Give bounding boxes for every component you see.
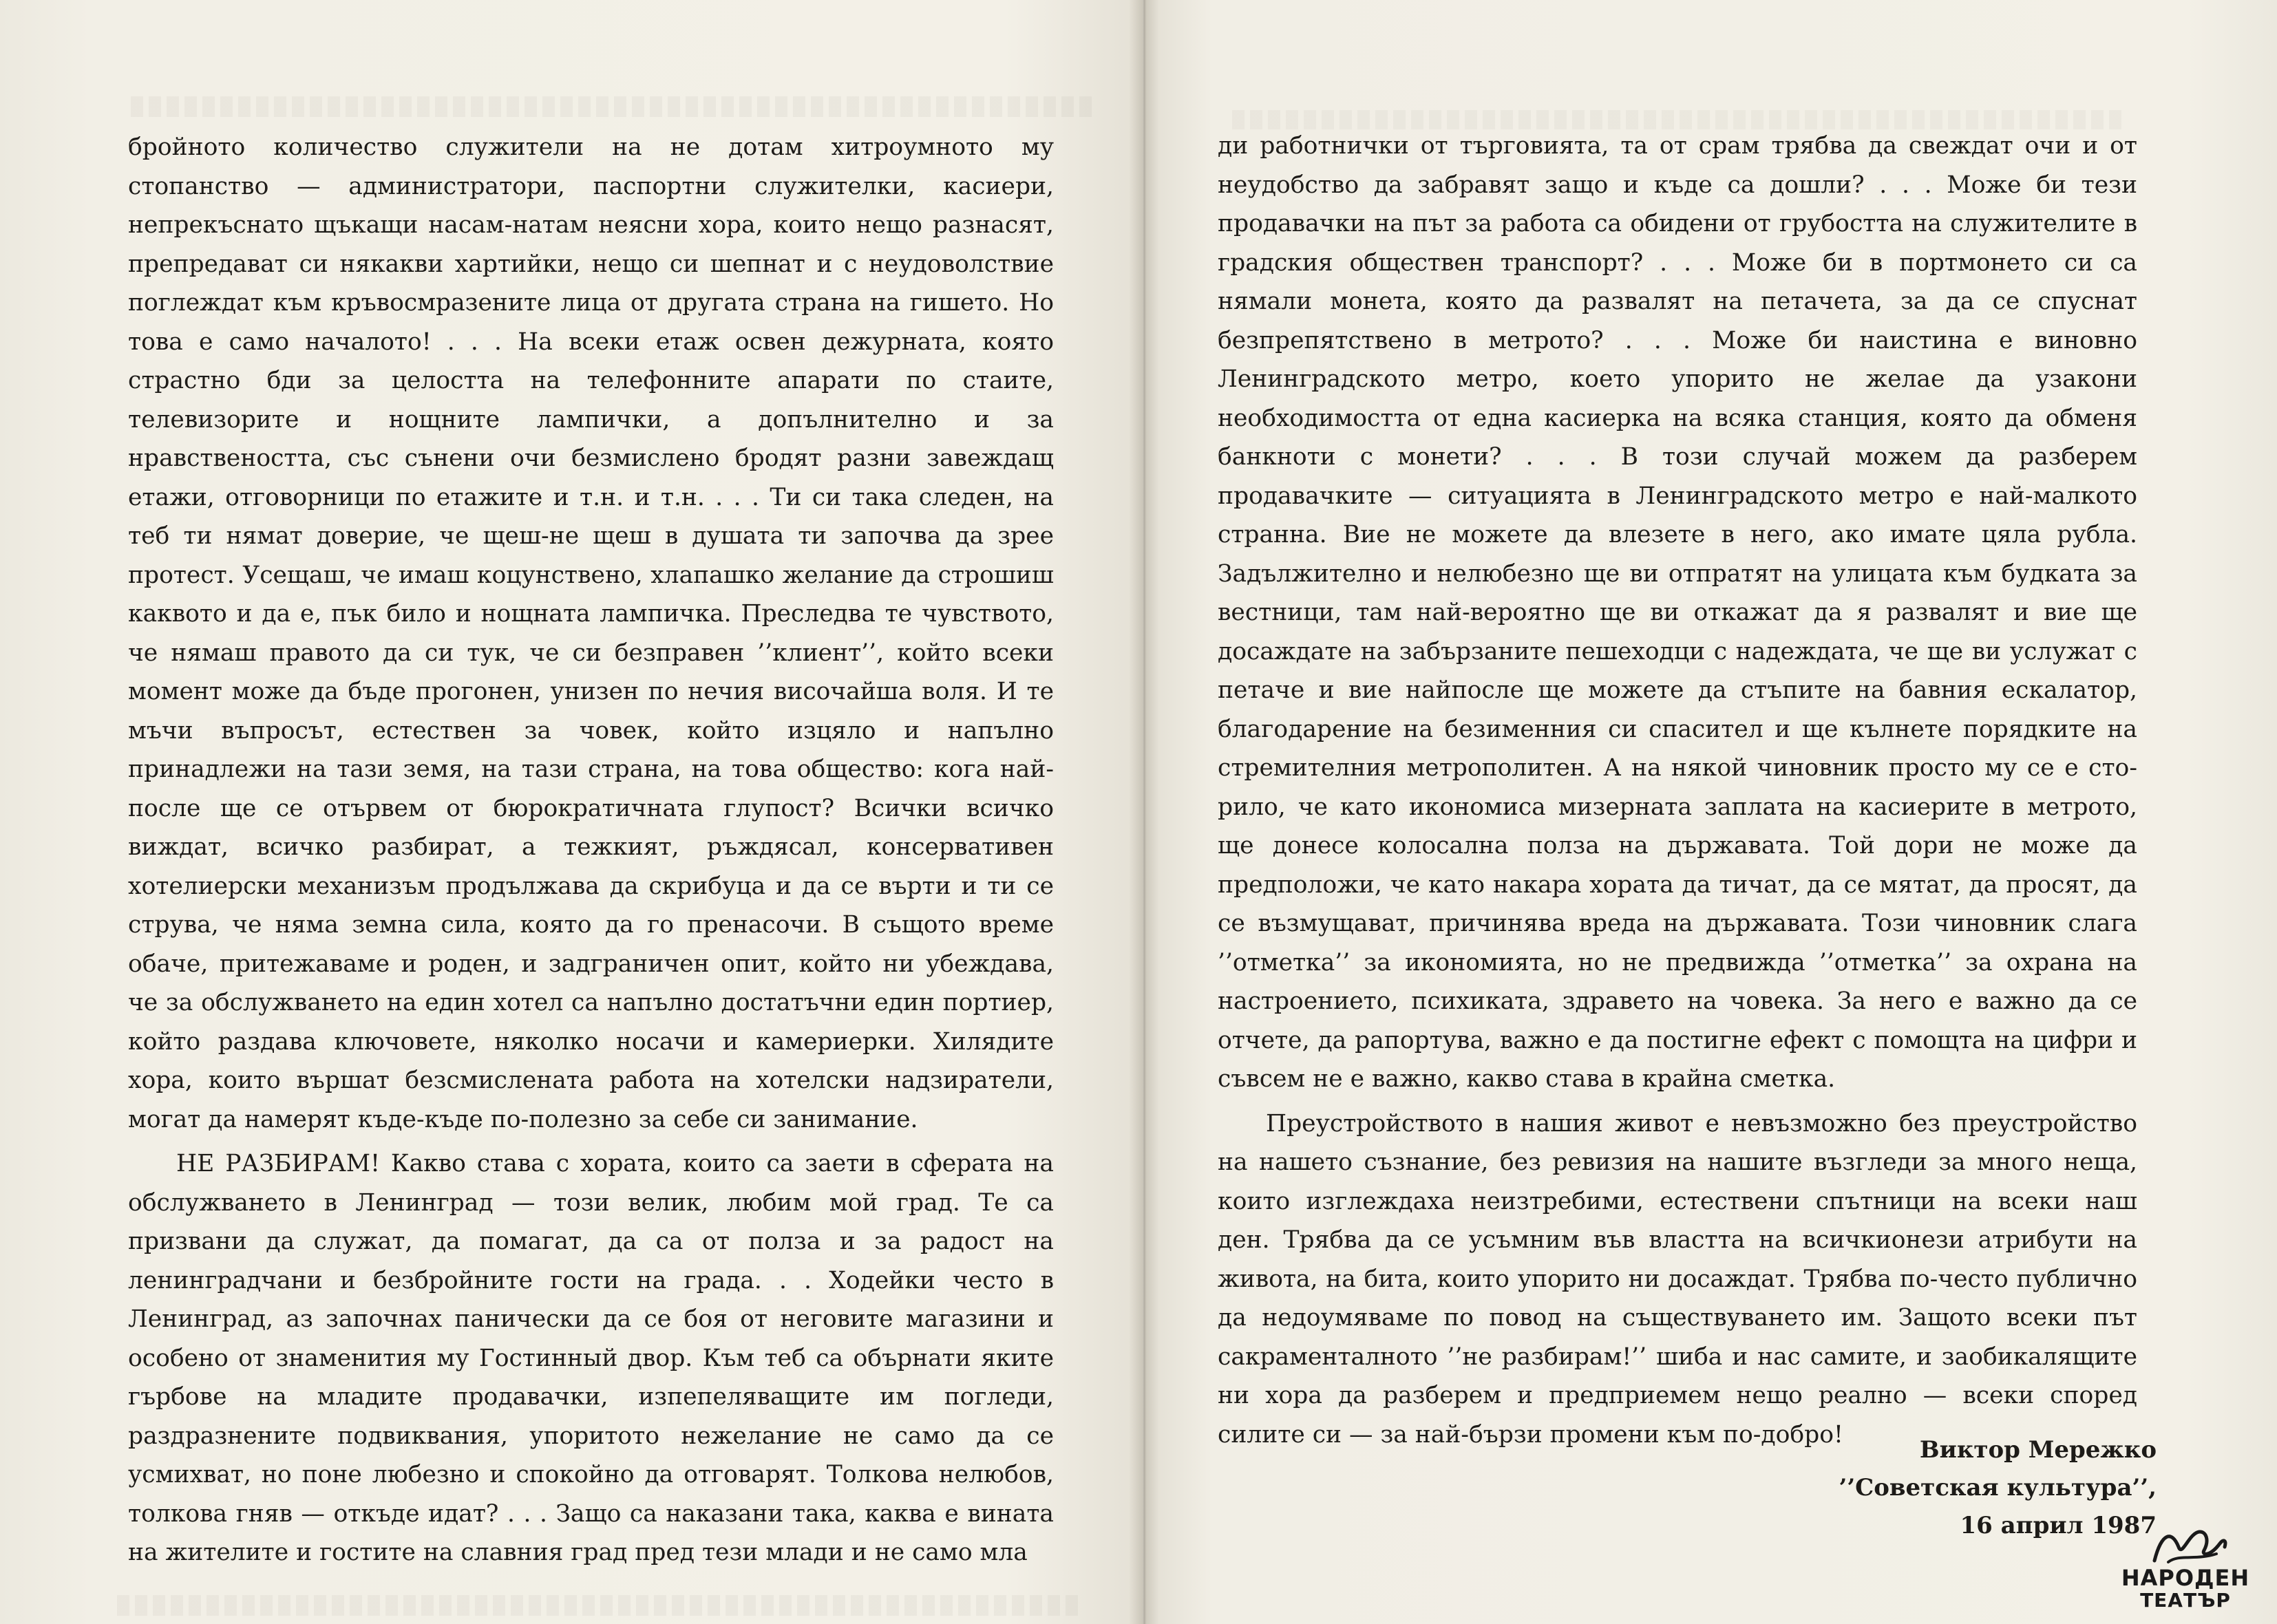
right-paragraph-1: ди работнички от търговията, та от срам трябва да свеждат очи и от неудобство да забравят защо и къде са дошли? . . . Може би тези продавачки на път за работа са обидени от грубостта на служителите в градския обществен транспорт? . . . Може би в портмонето си са нямали монета, която да развалят на петачета, за да се спуснат безпрепятствено в метрото? . . . Може би наистина е виновно Ленинградското метро, което упорито не желае да узакони необходимостта от една касиерка на всяка станция, която да обменя банкноти с монети? . . . В този случай можем да разберем продавачките — ситуацията в Ленинградското метро е най-малкото странна. Вие не можете да влезете в него, ако имате цяла рубла. Задължително и нелюбезно ще ви отпратят на улицата към будката за вестници, там най-вероятно ще ви откажат да я развалят и вие ще досаждате на забързаните пешеходци с надеждата, че ще ви услужат с петаче и вие найпосле ще можете да стъпите на бавния ескалатор, благодарение на безименния си спасител и ще кълнете порядките на стремителния метрополитен. А на някой чиновник просто му се е сторило, че като икономиса мизерната заплата на касиерите в метрото, ще донесе колосална полза на държавата. Той дори не може да предположи, че като накара хората да тичат, да се мятат, да просят, да се възмущават, причинява вреда на държавата. Този чиновник слага ’’отметка’’ за икономията, но не предвижда ’’отметка’’ за охрана на настроението, психиката, здравето на човека. За него е важно да се отчете, да рапортува, важно е да постигне ефект с помощта на цифри и съвсем не е важно, какво става в крайна сметка. [1218,132,2137,1093]
left-paragraph-1: бройното количество служители на не дотам хитроумното му стопанство — администратори, паспортни служителки, касиери, непрекъснато щъкащи насам-натам неясни хора, които нещо разнасят, препредават си някакви хартийки, нещо си шепнат и с неудоволствие поглеждат към кръвосмразените лица от другата страна на гишето. Но това е само началото! . . . На всеки етаж освен дежурната, която страстно бди за целостта на телефонните апарати по стаите, телевизорите и нощните лампички, а допълнително и за нравствеността, със сънени очи безмислено бродят разни завеждащ етажи, отговорници по етажите и т.н. и т.н. . . . Ти си така следен, на теб ти нямат доверие, че щеш-не щеш в душата ти започва да зрее протест. Усещаш, че имаш коцунствено, хлапашко желание да строшиш каквото и да е, пък било и нощната лампичка. Преследва те чувството, че нямаш правото да си тук, че си безправен ’’клиент’’, който всеки момент може да бъде прогонен, унизен по нечия височайша воля. И те мъчи въпросът, естествен за човек, който изцяло и напълно принадлежи на тази земя, на тази страна, на това общество: кога най-после ще се отървем от бюрократичната глупост? Всички всичко виждат, всичко разбират, а тежкият, ръждясал, консервативен хотелиерски механизъм продължава да скрибуца и да се върти и ти се струва, че няма земна сила, която да го пренасочи. В същото време обаче, притежаваме и роден, и задграничен опит, който ни убеждава, че за обслужването на един хотел са напълно достатъчни един портиер, който раздава ключовете, няколко носачи и камериерки. Хилядите хора, които вършат безсмислената работа на хотелски надзиратели, могат да намерят къде-къде по-полезно за себе си занимание. [128,133,1054,1133]
show-through-bottom [117,1595,1081,1616]
right-paragraph-2: Преустройството в нашия живот е невъзможно без преустройство на нашето съзнание, без ревизия на нашите възгледи за много неща, които изглеждаха неизтребими, естествени спътници на всеки наш ден. Трябва да се усъмним във властта на всичкионези атрибути на живота, на бита, които упорито ни досаждат. Трябва по-често публично да недоумяваме по повод на съществуването им. Защото всеки път сакраменталното ’’не разбирам!’’ шиба и нас самите, и заобикалящите ни хора да разберем и предприемем нещо реално — всеки според силите си — за най-бързи промени към по-добро! [1218,1109,2137,1449]
signature-date: 16 април 1987 [1960,1512,2157,1539]
theatre-logo [2120,1519,2251,1612]
show-through-left [131,96,1094,117]
logo-line-2: ТЕАТЪР [2140,1589,2231,1612]
signature-author: Виктор Мережко [1919,1436,2157,1464]
left-column [128,128,1054,1572]
left-paragraph-2: НЕ РАЗБИРАМ! Какво става с хората, които са заети в сферата на обслужването в Ленинград — този велик, любим мой град. Те са призвани да служат, да помагат, да са от полза и за радост на ленинградчани и безбройните гости на града. . . Ходейки често в Ленинград, аз започнах панически да се боя от неговите магазини и особено от знаменития му Гостинный двор. Към теб са обърнати яките гърбове на младите продавачки, изпепеляващите им погледи, раздразнените подвиквания, упоритото нежелание не само да се усмихват, но поне любезно и спокойно да отговарят. Толкова нелюбов, толкова гняв — откъде идат? . . . Защо са наказани така, каква е вината на жителите и гостите на славния град пред тези млади и не само мла [128,1150,1054,1566]
right-column [1218,127,2137,1454]
book-gutter [1129,0,1159,1624]
logo-line-1: НАРОДЕН [2121,1565,2250,1591]
signature-publication: ’’Советская культура’’, [1839,1474,2157,1502]
signature-block [1839,1431,2157,1545]
